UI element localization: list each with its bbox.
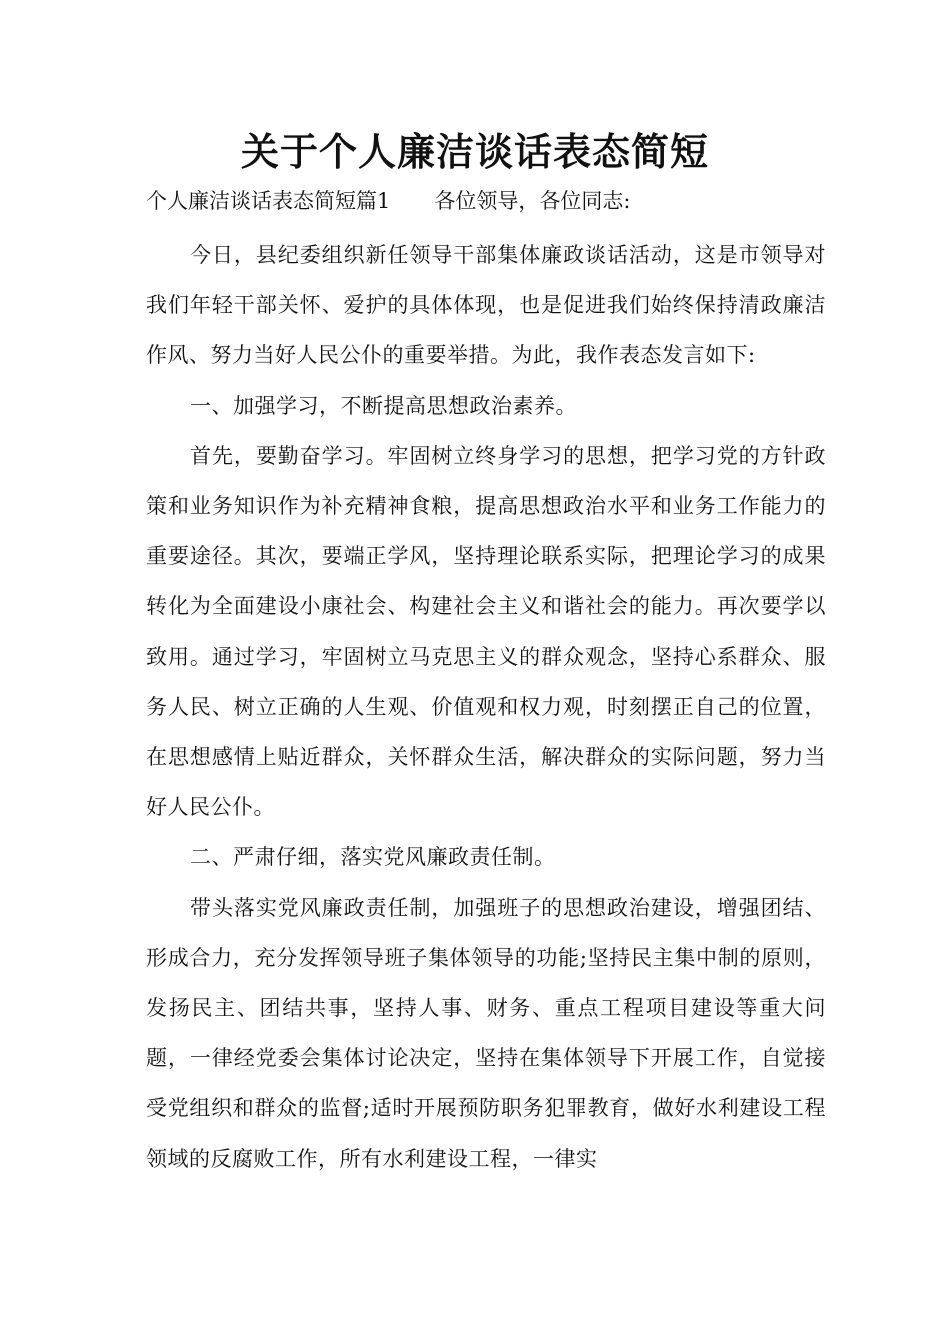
paragraph-intro: 今日，县纪委组织新任领导干部集体廉政谈话活动，这是市领导对我们年轻干部关怀、爱护的具体体现，也是促进我们始终保持清政廉洁作风、努力当好人民公仆的重要举措。为此，我作表态发言如下: — [146, 243, 826, 368]
section-subtitle: 个人廉洁谈话表态简短篇1 — [146, 189, 391, 213]
document-body — [146, 230, 826, 1184]
paragraph-study: 首先，要勤奋学习。牢固树立终身学习的思想，把学习党的方针政策和业务知识作为补充精神食粮，提高思想政治水平和业务工作能力的重要途径。其次，要端正学风，坚持理论联系实际，把理论学习的成果转化为全面建设小康社会、构建社会主义和谐社会的能力。再次要学以致用。通过学习，牢固树立马克思主义的群众观念，坚持心系群众、服务人民、树立正确的人生观、价值观和权力观，时刻摆正自己的位置，在思想感情上贴近群众，关怀群众生活，解决群众的实际问题，努力当好人民公仆。 — [146, 443, 826, 820]
heading-point-one: 一、加强学习，不断提高思想政治素养。 — [190, 393, 577, 418]
subtitle-line — [146, 183, 630, 219]
document-title: 关于个人廉洁谈话表态简短 — [240, 129, 709, 174]
heading-point-two: 二、严肃仔细，落实党风廉政责任制。 — [190, 845, 556, 870]
salutation: 各位领导，各位同志: — [434, 189, 631, 213]
paragraph-responsibility: 带头落实党风廉政责任制，加强班子的思想政治建设，增强团结、形成合力，充分发挥领导班子集体领导的功能;坚持民主集中制的原则，发扬民主、团结共事，坚持人事、财务、重点工程项目建设等重大问题，一律经党委会集体讨论决定，坚持在集体领导下开展工作，自觉接受党组织和群众的监督;适时开展预防职务犯罪教育，做好水利建设工程领域的反腐败工作，所有水利建设工程，一律实 — [146, 895, 826, 1171]
